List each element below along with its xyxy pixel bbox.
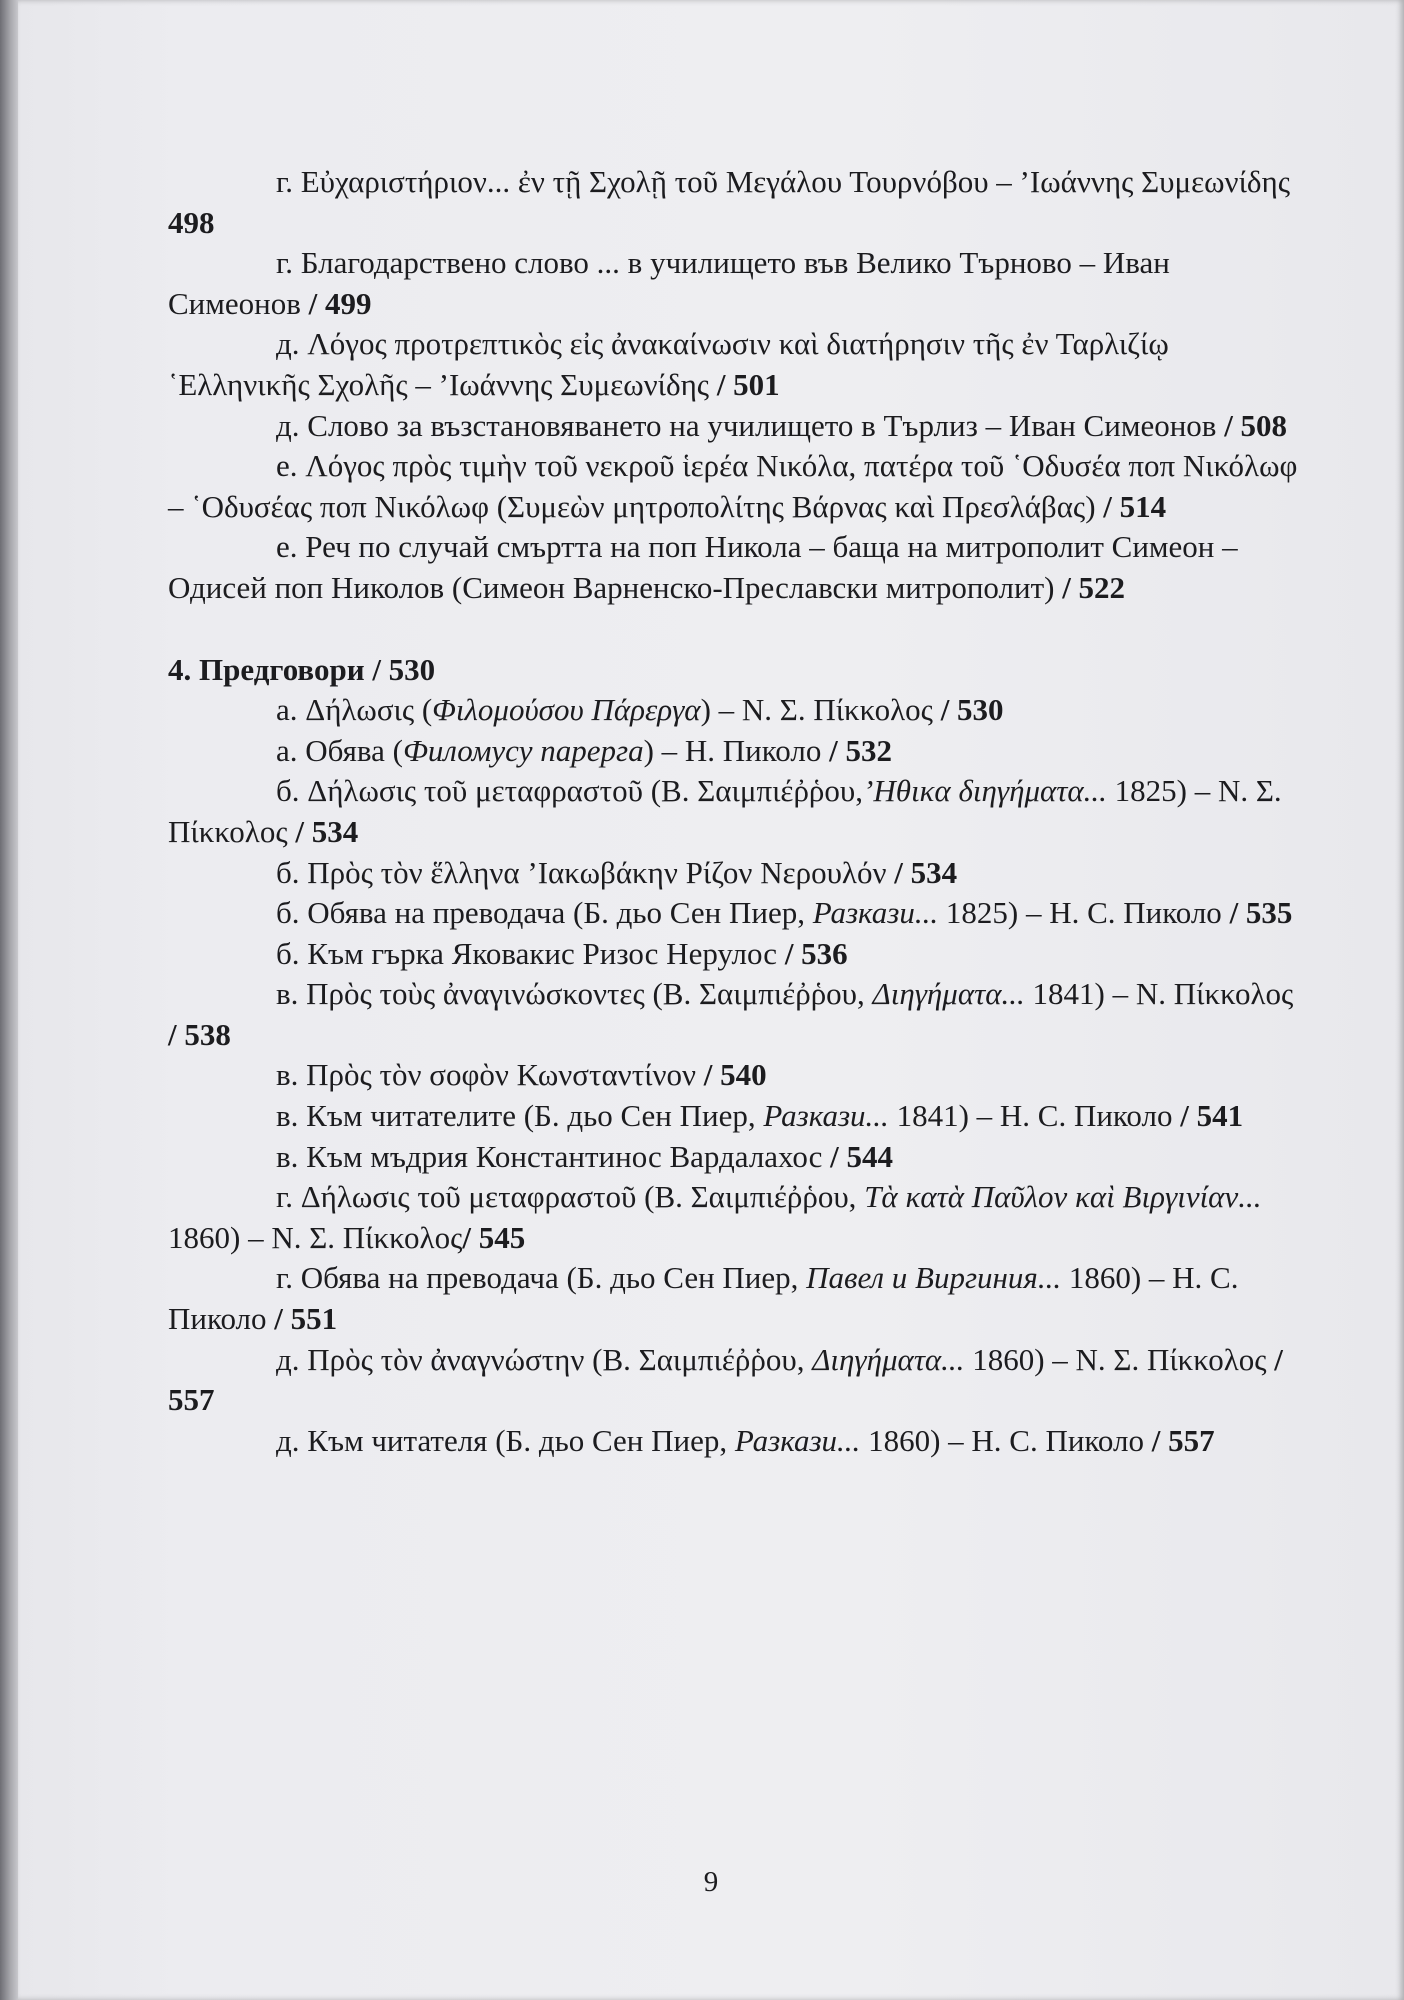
entry-text: д. Λόγος προτρεπτικὸς εἰς ἀνακαίνωσιν καὶ διατήρησιν τῆς ἐν Ταρλιζίῳ ῾Ελληνικῆς Σχολῆς – ’Ιωάννης Συμεωνίδης <box>168 326 1169 402</box>
entry-title-italic: Разкази... <box>734 1422 861 1458</box>
entry-text-after: 1860) – Н. С. Пиколо <box>860 1422 1152 1458</box>
entry-text-after: 1825) – Н. С. Пиколо <box>938 895 1230 931</box>
entry-text: б. Πρὸς τὸν ἕλληνα ’Ιακωβάκην Ρίζον Νερουλόν <box>276 854 895 890</box>
entry-page-number: / 532 <box>829 732 892 768</box>
toc-entry <box>168 243 1298 324</box>
entry-text: е. Λόγος πρὸς τιμὴν τοῦ νεκροῦ ἱερέα Νικόλα, πατέρα τοῦ ῾Οδυσέα ποπ Νικόλωφ – ῾Οδυσέας ποπ Νικόλωφ (Συμεὼν μητροπολίτης Βάρνας καὶ Πρεσλάβας) <box>168 448 1298 524</box>
entry-title-italic: Τὰ κατὰ Παῦλον καὶ Βιργινίαν... <box>864 1179 1262 1215</box>
toc-entry <box>168 446 1298 527</box>
book-page <box>18 0 1404 2000</box>
toc-entry <box>168 1421 1298 1462</box>
book-spine-shadow <box>0 0 18 2000</box>
toc-entry <box>168 1177 1298 1258</box>
section-title: 4. Предговори <box>168 651 373 687</box>
entry-text: в. Към мъдрия Константинос Вардалахос <box>276 1138 831 1174</box>
entry-text: в. Πρὸς τοὺς ἀναγινώσκοντες (Β. Σαιμπιέῤῥου, <box>276 976 873 1012</box>
entry-text-after: 1860) – Ν. Σ. Πίκκολος <box>168 1219 463 1255</box>
entry-title-italic: Разкази... <box>763 1098 889 1134</box>
entry-title-italic: Павел и Виргиния... <box>806 1260 1062 1296</box>
entry-text: д. Към читателя (Б. дьо Сен Пиер, <box>276 1422 735 1458</box>
toc-entry <box>168 1096 1298 1137</box>
entry-text: а. Обява ( <box>276 732 403 768</box>
entry-text-after: ) – Ν. Σ. Πίκκολος <box>700 692 941 728</box>
entry-title-italic: Φιλομούσου Πάρεργα <box>432 692 701 728</box>
toc-entry <box>168 324 1298 405</box>
entry-text-after: 1825) – Ν. Σ. Πίκκολος <box>168 773 1282 849</box>
entry-page-number: 498 <box>168 204 215 240</box>
entry-text: е. Реч по случай смъртта на поп Никола – баща на митрополит Симеон – Одисей поп Николов (Симеон Варненско-Преславски митрополит) <box>168 529 1238 605</box>
section-page-number: / 530 <box>372 651 436 687</box>
entry-page-number: / 538 <box>168 1016 231 1052</box>
entry-text-after: 1841) – Н. С. Пиколо <box>888 1098 1181 1134</box>
entry-page-number: / 508 <box>1224 407 1288 443</box>
entry-title-italic: ’Ηθικα διηγήματα... <box>863 773 1107 809</box>
entry-text: д. Πρὸς τὸν ἀναγνώστην (Β. Σαιμπιέῤῥου, <box>276 1341 813 1377</box>
toc-entry <box>168 853 1298 894</box>
page-number: 9 <box>703 1866 719 1898</box>
entry-text: а. Δήλωσις ( <box>276 692 433 728</box>
entry-page-number: / 501 <box>716 366 780 402</box>
entry-page-number: / 534 <box>295 813 359 849</box>
toc-entry <box>168 731 1298 772</box>
toc-entry <box>168 690 1298 731</box>
entry-text-after: 1860) – Н. С. Пиколо <box>168 1260 1239 1337</box>
toc-entry <box>168 771 1298 852</box>
entry-page-number: / 536 <box>784 935 848 971</box>
entry-text: в. Πρὸς τὸν σοφὸν Κωνσταντίνον <box>276 1057 704 1093</box>
entry-page-number: / 522 <box>1062 569 1126 605</box>
entry-page-number: / 535 <box>1229 895 1293 931</box>
table-of-contents <box>168 162 1298 1461</box>
toc-entry <box>168 1055 1298 1096</box>
entry-page-number: / 545 <box>462 1219 526 1255</box>
toc-entry <box>168 406 1298 447</box>
entry-page-number: / 540 <box>703 1057 767 1093</box>
entry-text: г. Обява на преводача (Б. дьо Сен Пиер, <box>276 1260 807 1296</box>
entry-title-italic: Разкази... <box>812 895 939 931</box>
entry-text: б. Към гърка Яковакис Ризос Нерулос <box>276 935 785 971</box>
toc-entry <box>168 527 1298 608</box>
entry-page-number: / 551 <box>274 1301 338 1337</box>
toc-entry <box>168 162 1298 243</box>
entry-text-after: ) – Н. Пиколо <box>643 732 830 768</box>
toc-entry <box>168 934 1298 975</box>
entry-title-italic: Διηγήματα... <box>812 1341 965 1377</box>
toc-entry <box>168 974 1298 1055</box>
entry-title-italic: Διηγήματα... <box>872 976 1025 1012</box>
entry-text-after: 1841) – Ν. Πίκκολος <box>1024 976 1294 1012</box>
entry-page-number: / 557 <box>1151 1422 1215 1458</box>
entry-text: г. Δήλωσις τοῦ μεταφραστοῦ (Β. Σαιμπιέῤῥου, <box>276 1179 865 1215</box>
toc-entry <box>168 1258 1298 1339</box>
entry-page-number: / 499 <box>308 285 372 321</box>
entry-text: в. Към читателите (Б. дьо Сен Пиер, <box>276 1098 764 1134</box>
entry-text: б. Обява на преводача (Б. дьо Сен Пиер, <box>276 895 813 931</box>
entry-title-italic: Филомусу парерга <box>402 732 644 768</box>
toc-entry <box>168 1340 1298 1421</box>
entry-page-number: / 557 <box>168 1341 1283 1418</box>
entry-page-number: / 530 <box>940 692 1004 728</box>
entry-text: д. Слово за възстановяването на училището в Търлиз – Иван Симеонов <box>276 407 1225 443</box>
entry-text: г. Благодарствено слово ... в училището във Велико Търново – Иван Симеонов <box>168 245 1170 321</box>
toc-entry <box>168 893 1298 934</box>
entry-text: б. Δήλωσις τοῦ μεταφραστοῦ (Β. Σαιμπιέῤῥου, <box>276 773 863 809</box>
entry-page-number: / 541 <box>1180 1098 1244 1134</box>
entry-text-after: 1860) – Ν. Σ. Πίκκολος <box>964 1341 1275 1377</box>
entry-page-number: / 514 <box>1103 488 1167 524</box>
entry-page-number: / 544 <box>830 1138 894 1174</box>
entry-text: г. Εὐχαριστήριον... ἐν τῇ Σχολῇ τοῦ Μεγάλου Τουρνόβου – ’Ιωάννης Συμεωνίδης <box>276 164 1291 199</box>
toc-entry <box>168 1137 1298 1178</box>
section-heading <box>168 650 1298 691</box>
entry-page-number: / 534 <box>894 854 958 890</box>
